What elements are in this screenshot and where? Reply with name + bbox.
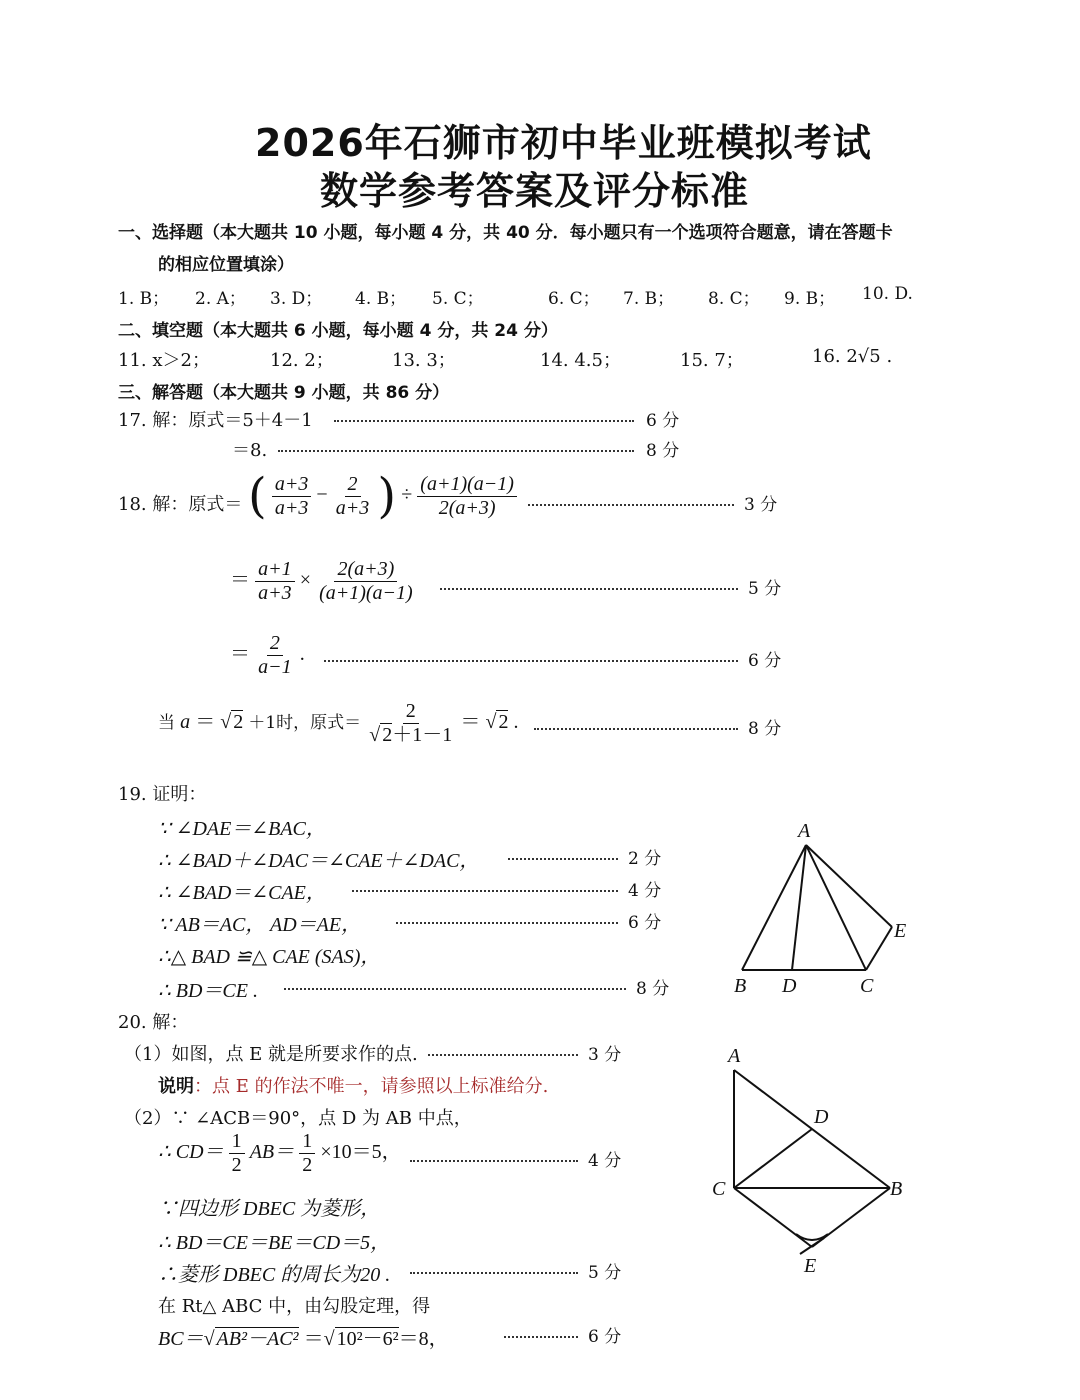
leader-dots — [352, 890, 618, 892]
equals-sign: ＝ — [230, 643, 250, 665]
page-title: 2026年石狮市初中毕业班模拟考试 — [255, 121, 872, 165]
segment-ac — [806, 845, 866, 970]
choice-answer: 3. D； — [270, 289, 323, 309]
fill-answer: 11. x＞2； — [118, 350, 210, 371]
leader-dots — [334, 420, 634, 422]
q20-rhombus-line3: ∴菱形 DBEC 的周长为20 . — [158, 1264, 391, 1286]
point-label-a: A — [798, 820, 811, 842]
fill-answer: 14. 4.5； — [540, 350, 621, 371]
point-label-e: E — [894, 920, 907, 942]
equals-sign: ＝ — [230, 569, 250, 591]
leader-dots — [428, 1054, 578, 1056]
q19-line3: ∴ ∠BAD＝∠CAE， — [158, 882, 326, 904]
section3-heading: 三、解答题（本大题共 9 小题，共 86 分） — [118, 383, 450, 403]
leader-dots — [324, 660, 738, 662]
q18-frac3: $\frac{(a+1)(a-1)}{2(a+3)}$ — [417, 473, 517, 520]
q20-score1: 3 分 — [588, 1045, 622, 1065]
q18-score3: 6 分 — [748, 651, 782, 671]
cd-result: ×10＝5， — [320, 1141, 402, 1163]
choice-answer: 9. B； — [784, 289, 836, 309]
section1-heading: 一、选择题（本大题共 10 小题，每小题 4 分，共 40 分．每小题只有一个选项符合题意，请在答题卡 — [118, 223, 893, 243]
bc-prefix: BC＝ — [158, 1328, 204, 1350]
note-text: ：点 E 的作法不唯一，请参照以上标准给分. — [194, 1076, 549, 1097]
leader-dots — [410, 1272, 578, 1274]
fill-answer: 13. 3； — [392, 350, 456, 371]
q18-frac7: $\frac{2}{√ 2+1-1}$ — [369, 700, 453, 746]
q18-label: 18. 解：原式＝ — [118, 494, 243, 515]
leader-dots — [396, 922, 618, 924]
fill-answer: 12. 2； — [270, 350, 334, 371]
segment-ce — [734, 1188, 812, 1247]
q18-value-text: ＋1时，原式＝ — [248, 713, 362, 733]
sqrt-sign: √ — [203, 1328, 215, 1350]
right-paren: ) — [377, 468, 397, 524]
q19-score1: 2 分 — [628, 849, 662, 869]
q17-score2: 8 分 — [646, 441, 680, 461]
choice-answer: 8. C； — [708, 289, 760, 309]
q18-expr2 — [230, 558, 416, 605]
sqrt-sign: √ — [369, 724, 381, 746]
half-fraction: $\frac{1}{2}$ — [229, 1130, 245, 1177]
q18-score4: 8 分 — [748, 719, 782, 739]
leader-dots — [440, 588, 738, 590]
half-fraction: $\frac{1}{2}$ — [299, 1130, 315, 1177]
q20-part2: （2）∵ ∠ACB＝90°，点 D 为 AB 中点， — [124, 1108, 472, 1129]
fill-answer: 16. 2√5 . — [812, 346, 893, 367]
choice-answer: 6. C； — [548, 289, 600, 309]
sqrt-radicand: 2 — [233, 711, 244, 733]
point-label-d: D — [782, 975, 797, 997]
q18-score1: 3 分 — [744, 495, 778, 515]
sqrt-radicand: 10²－6² — [336, 1328, 399, 1350]
divide-sign: ÷ — [401, 483, 413, 506]
q19-score3: 6 分 — [628, 913, 662, 933]
q20-rhombus-line2: ∴ BD＝CE＝BE＝CD＝5， — [158, 1232, 391, 1254]
bc-result: ＝8， — [398, 1328, 449, 1350]
q19-label: 19. 证明： — [118, 784, 207, 805]
point-label-b: B — [890, 1178, 903, 1200]
point-label-e: E — [804, 1255, 817, 1277]
q20-rhombus-figure — [700, 1040, 920, 1280]
q19-line2: ∴ ∠BAD＋∠DAC＝∠CAE＋∠DAC， — [158, 850, 480, 872]
cd-prefix: ∴ CD＝ — [158, 1141, 224, 1163]
q18-frac6: $\frac{2}{a-1}$ — [258, 632, 292, 678]
times-sign: × — [299, 569, 311, 591]
q20-note — [158, 1072, 548, 1098]
q19-score4: 8 分 — [636, 979, 670, 999]
choice-answer: 4. B； — [355, 289, 407, 309]
leader-dots — [504, 1336, 578, 1338]
q20-part1: （1）如图，点 E 就是所要求作的点. — [124, 1044, 418, 1065]
q20-score3: 5 分 — [588, 1263, 622, 1283]
sqrt-sign: √ — [485, 711, 497, 733]
leader-dots — [284, 988, 626, 990]
segment-cd — [734, 1129, 812, 1188]
choice-answer: 2. A； — [195, 289, 246, 309]
segment-ab — [742, 845, 806, 970]
section1-heading-cont: 的相应位置填涂） — [158, 255, 294, 275]
leader-dots — [278, 450, 634, 452]
point-label-b: B — [734, 975, 747, 997]
point-label-c: C — [860, 975, 874, 997]
note-label: 说明 — [158, 1076, 194, 1097]
equals-sign: ＝ — [195, 711, 216, 733]
q20-rt-line: 在 Rt△ ABC 中，由勾股定理，得 — [158, 1296, 431, 1317]
period: . — [299, 643, 305, 665]
q18-frac2: $\frac{2}{a+3}$ — [335, 472, 370, 519]
fill-answer: 15. 7； — [680, 350, 744, 371]
q20-score4: 6 分 — [588, 1327, 622, 1347]
sqrt-radicand: 2 — [498, 711, 509, 733]
leader-dots — [410, 1160, 578, 1162]
leader-dots — [534, 728, 738, 730]
q20-label: 20. 解： — [118, 1012, 189, 1033]
q20-cd-line — [158, 1130, 402, 1177]
q19-line1: ∵ ∠DAE＝∠BAC， — [158, 818, 326, 840]
point-label-a: A — [728, 1045, 741, 1067]
minus-sign: − — [316, 483, 328, 506]
sqrt-radicand: AB²－AC² — [216, 1328, 299, 1350]
q19-line5: ∴△ BAD ≌△ CAE (SAS)， — [158, 946, 381, 968]
q20-bc-line — [158, 1322, 449, 1351]
choice-answer: 5. C； — [432, 289, 484, 309]
page-subtitle: 数学参考答案及评分标准 — [320, 169, 750, 213]
q17-line1: 17. 解：原式＝5＋4－1 — [118, 410, 313, 431]
segment-ae — [806, 845, 892, 927]
left-paren: ( — [248, 468, 267, 524]
segment-ce — [866, 927, 892, 970]
q17-line2: ＝8. — [232, 440, 268, 461]
point-label-c: C — [712, 1178, 726, 1200]
sqrt-sign: √ — [220, 711, 232, 733]
q19-score2: 4 分 — [628, 881, 662, 901]
q18-expr1 — [248, 468, 517, 524]
sqrt-sign: √ — [323, 1328, 335, 1350]
period: . — [513, 711, 519, 733]
cd-middle: AB＝ — [249, 1141, 295, 1163]
choice-answer: 1. B； — [118, 289, 170, 309]
point-label-d: D — [814, 1106, 829, 1128]
q18-score2: 5 分 — [748, 579, 782, 599]
q20-rhombus-line1: ∵四边形 DBEC 为菱形， — [158, 1198, 381, 1220]
choice-answer: 7. B； — [623, 289, 675, 309]
choice-answer: 10. D. — [862, 284, 913, 304]
leader-dots — [528, 504, 734, 506]
segment-ad — [792, 845, 806, 970]
var-a: a — [180, 711, 191, 733]
leader-dots — [508, 858, 618, 860]
equals-sign: ＝ — [460, 711, 481, 733]
when-text: 当 — [158, 713, 175, 733]
q19-line4: ∵ AB＝AC， AD＝AE， — [158, 914, 362, 936]
q18-frac1: $\frac{a+3}{a+3}$ — [272, 473, 312, 520]
q20-score2: 4 分 — [588, 1151, 622, 1171]
q18-expr4 — [158, 700, 519, 747]
q18-frac5: $\frac{2(a+3)}{(a+1)(a-1)}$ — [319, 558, 413, 604]
q18-expr3 — [230, 632, 305, 679]
section2-heading: 二、填空题（本大题共 6 小题，每小题 4 分，共 24 分） — [118, 321, 558, 341]
q18-frac4: $\frac{a+1}{a+3}$ — [255, 558, 295, 605]
q19-triangle-figure — [720, 815, 920, 1000]
q19-line6: ∴ BD＝CE . — [158, 980, 258, 1002]
q17-score1: 6 分 — [646, 411, 680, 431]
equals-sign: ＝ — [303, 1328, 324, 1350]
